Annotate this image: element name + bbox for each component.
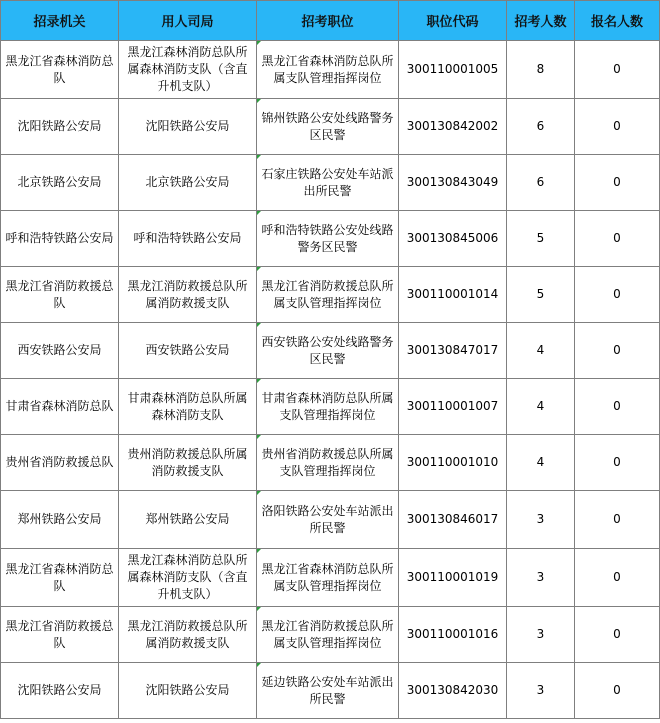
cell-bureau: 郑州铁路公安局 [119, 491, 257, 549]
table-row [1, 379, 660, 435]
header-bureau: 用人司局 [119, 1, 257, 41]
cell-code: 300110001007 [399, 379, 507, 435]
cell-agency: 呼和浩特铁路公安局 [1, 211, 119, 267]
cell-applicants: 0 [575, 41, 660, 99]
table-row [1, 155, 660, 211]
cell-position: 延边铁路公安处车站派出所民警 [257, 663, 399, 719]
cell-bureau: 西安铁路公安局 [119, 323, 257, 379]
cell-agency: 黑龙江省森林消防总队 [1, 549, 119, 607]
cell-quota: 3 [507, 549, 575, 607]
cell-code: 300130845006 [399, 211, 507, 267]
header-applicants: 报名人数 [575, 1, 660, 41]
cell-quota: 8 [507, 41, 575, 99]
cell-position: 石家庄铁路公安处车站派出所民警 [257, 155, 399, 211]
cell-quota: 6 [507, 155, 575, 211]
cell-bureau: 贵州消防救援总队所属消防救援支队 [119, 435, 257, 491]
cell-code: 300130843049 [399, 155, 507, 211]
table-row [1, 41, 660, 99]
cell-applicants: 0 [575, 155, 660, 211]
cell-position: 呼和浩特铁路公安处线路警务区民警 [257, 211, 399, 267]
cell-code: 300110001014 [399, 267, 507, 323]
cell-quota: 3 [507, 491, 575, 549]
cell-quota: 4 [507, 435, 575, 491]
table-row [1, 211, 660, 267]
cell-position: 黑龙江省森林消防总队所属支队管理指挥岗位 [257, 41, 399, 99]
cell-quota: 3 [507, 663, 575, 719]
cell-code: 300130847017 [399, 323, 507, 379]
cell-bureau: 黑龙江森林消防总队所属森林消防支队（含直升机支队） [119, 41, 257, 99]
cell-applicants: 0 [575, 491, 660, 549]
cell-quota: 4 [507, 323, 575, 379]
header-position: 招考职位 [257, 1, 399, 41]
cell-bureau: 甘肃森林消防总队所属森林消防支队 [119, 379, 257, 435]
table-row [1, 607, 660, 663]
cell-agency: 黑龙江省消防救援总队 [1, 267, 119, 323]
table-row [1, 267, 660, 323]
cell-position: 锦州铁路公安处线路警务区民警 [257, 99, 399, 155]
header-row [1, 1, 660, 41]
cell-position: 贵州省消防救援总队所属支队管理指挥岗位 [257, 435, 399, 491]
cell-bureau: 北京铁路公安局 [119, 155, 257, 211]
cell-position: 西安铁路公安处线路警务区民警 [257, 323, 399, 379]
cell-code: 300110001016 [399, 607, 507, 663]
cell-applicants: 0 [575, 211, 660, 267]
cell-code: 300110001005 [399, 41, 507, 99]
cell-bureau: 沈阳铁路公安局 [119, 663, 257, 719]
cell-bureau: 黑龙江消防救援总队所属消防救援支队 [119, 267, 257, 323]
cell-code: 300110001019 [399, 549, 507, 607]
cell-applicants: 0 [575, 663, 660, 719]
cell-bureau: 沈阳铁路公安局 [119, 99, 257, 155]
cell-code: 300110001010 [399, 435, 507, 491]
table-row [1, 99, 660, 155]
cell-agency: 西安铁路公安局 [1, 323, 119, 379]
cell-position: 黑龙江省森林消防总队所属支队管理指挥岗位 [257, 549, 399, 607]
cell-applicants: 0 [575, 99, 660, 155]
header-code: 职位代码 [399, 1, 507, 41]
table-row [1, 549, 660, 607]
cell-quota: 5 [507, 211, 575, 267]
cell-code: 300130842030 [399, 663, 507, 719]
cell-position: 黑龙江省消防救援总队所属支队管理指挥岗位 [257, 607, 399, 663]
table-row [1, 323, 660, 379]
cell-quota: 6 [507, 99, 575, 155]
cell-agency: 黑龙江省森林消防总队 [1, 41, 119, 99]
cell-quota: 4 [507, 379, 575, 435]
cell-position: 黑龙江省消防救援总队所属支队管理指挥岗位 [257, 267, 399, 323]
cell-agency: 黑龙江省消防救援总队 [1, 607, 119, 663]
cell-quota: 3 [507, 607, 575, 663]
cell-position: 甘肃省森林消防总队所属支队管理指挥岗位 [257, 379, 399, 435]
cell-agency: 甘肃省森林消防总队 [1, 379, 119, 435]
cell-bureau: 黑龙江森林消防总队所属森林消防支队（含直升机支队） [119, 549, 257, 607]
table-row [1, 663, 660, 719]
cell-code: 300130842002 [399, 99, 507, 155]
header-quota: 招考人数 [507, 1, 575, 41]
header-agency: 招录机关 [1, 1, 119, 41]
cell-applicants: 0 [575, 549, 660, 607]
cell-agency: 沈阳铁路公安局 [1, 663, 119, 719]
cell-applicants: 0 [575, 379, 660, 435]
cell-agency: 贵州省消防救援总队 [1, 435, 119, 491]
table-row [1, 491, 660, 549]
table-row [1, 435, 660, 491]
cell-applicants: 0 [575, 323, 660, 379]
cell-code: 300130846017 [399, 491, 507, 549]
cell-bureau: 呼和浩特铁路公安局 [119, 211, 257, 267]
cell-position: 洛阳铁路公安处车站派出所民警 [257, 491, 399, 549]
cell-applicants: 0 [575, 607, 660, 663]
cell-quota: 5 [507, 267, 575, 323]
cell-applicants: 0 [575, 267, 660, 323]
cell-agency: 沈阳铁路公安局 [1, 99, 119, 155]
cell-agency: 郑州铁路公安局 [1, 491, 119, 549]
cell-bureau: 黑龙江消防救援总队所属消防救援支队 [119, 607, 257, 663]
cell-agency: 北京铁路公安局 [1, 155, 119, 211]
cell-applicants: 0 [575, 435, 660, 491]
